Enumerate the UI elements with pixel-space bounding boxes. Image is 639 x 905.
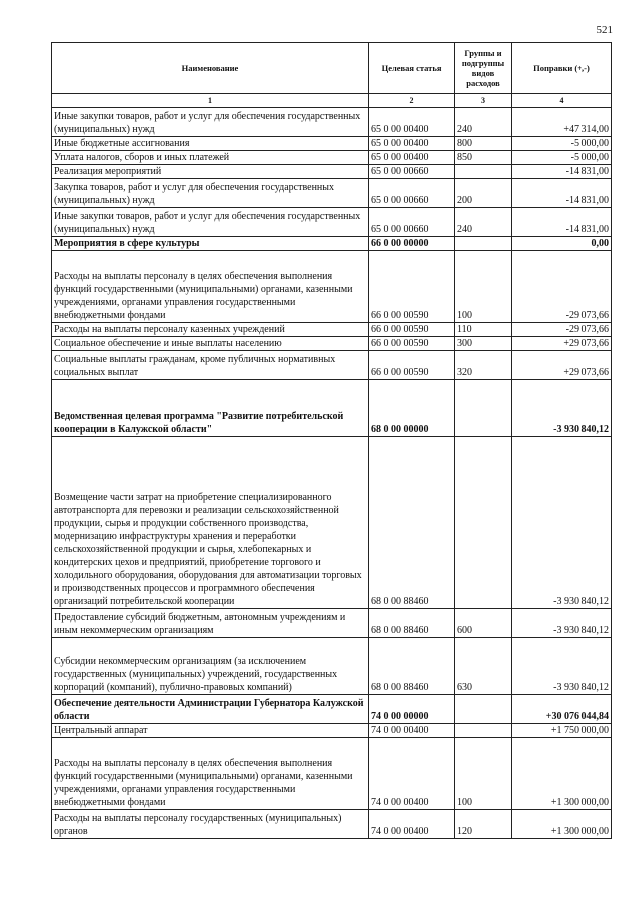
row-expense-group: 630 <box>455 638 512 695</box>
row-name: Расходы на выплаты персоналу в целях обеспечения выполнения функций государственными (муниципальными) органами, казенными учреждениями, органами управления государственными внебюджетными фондами <box>52 251 369 323</box>
table-row <box>52 108 612 137</box>
header-expense-groups: Группы и подгруппы видов расходов <box>455 43 512 94</box>
row-name: Центральный аппарат <box>52 724 369 738</box>
row-name: Социальные выплаты гражданам, кроме публичных нормативных социальных выплат <box>52 351 369 380</box>
column-number-row <box>52 94 612 108</box>
row-name: Уплата налогов, сборов и иных платежей <box>52 151 369 165</box>
row-expense-group: 600 <box>455 609 512 638</box>
table-row <box>52 351 612 380</box>
row-target-code: 66 0 00 00590 <box>369 251 455 323</box>
row-amount: -5 000,00 <box>512 151 612 165</box>
table-row <box>52 237 612 251</box>
row-amount: -5 000,00 <box>512 137 612 151</box>
row-amount: -29 073,66 <box>512 323 612 337</box>
header-name: Наименование <box>52 43 369 94</box>
header-target-article: Целевая статья <box>369 43 455 94</box>
row-amount: -3 930 840,12 <box>512 437 612 609</box>
row-expense-group: 200 <box>455 179 512 208</box>
row-expense-group: 300 <box>455 337 512 351</box>
row-target-code: 66 0 00 00590 <box>369 337 455 351</box>
row-name: Иные закупки товаров, работ и услуг для обеспечения государственных (муниципальных) нужд <box>52 108 369 137</box>
row-target-code: 74 0 00 00400 <box>369 724 455 738</box>
table-row <box>52 179 612 208</box>
row-target-code: 66 0 00 00590 <box>369 323 455 337</box>
row-name: Субсидии некоммерческим организациям (за исключением государственных (муниципальных) учреждений, государственных корпораций (компаний), публично-правовых компаний) <box>52 638 369 695</box>
row-amount: -3 930 840,12 <box>512 638 612 695</box>
column-number: 3 <box>455 94 512 108</box>
row-expense-group: 240 <box>455 108 512 137</box>
table-row <box>52 165 612 179</box>
row-expense-group: 100 <box>455 251 512 323</box>
row-target-code: 68 0 00 88460 <box>369 609 455 638</box>
table-row <box>52 323 612 337</box>
table-row <box>52 738 612 810</box>
table-row <box>52 151 612 165</box>
row-name: Расходы на выплаты персоналу в целях обеспечения выполнения функций государственными (муниципальными) органами, казенными учреждениями, органами управления государственными внебюджетными фондами <box>52 738 369 810</box>
table-row <box>52 337 612 351</box>
table-row <box>52 724 612 738</box>
row-amount: -14 831,00 <box>512 165 612 179</box>
column-number: 4 <box>512 94 612 108</box>
row-name: Возмещение части затрат на приобретение специализированного автотранспорта для перевозки и реализации сельскохозяйственной продукции, сырья и продукции собственного производства, модернизацию инфраструктуры хранения и переработки сельскохозяйственной продукции и сырья, хлебопекарных и кондитерских цехов и предприятий, приобретение торгового и холодильного оборудования, оборудования для автоматизации торговых и производственных процессов и программного обеспечения организаций потребительской кооперации <box>52 437 369 609</box>
budget-amendments-table <box>51 42 612 839</box>
row-target-code: 68 0 00 88460 <box>369 638 455 695</box>
row-name: Закупка товаров, работ и услуг для обеспечения государственных (муниципальных) нужд <box>52 179 369 208</box>
table-row <box>52 695 612 724</box>
table-row <box>52 810 612 839</box>
table-row <box>52 380 612 437</box>
row-expense-group: 850 <box>455 151 512 165</box>
row-expense-group <box>455 165 512 179</box>
row-target-code: 66 0 00 00590 <box>369 351 455 380</box>
row-target-code: 65 0 00 00400 <box>369 108 455 137</box>
table-row <box>52 609 612 638</box>
row-amount: -3 930 840,12 <box>512 609 612 638</box>
row-target-code: 74 0 00 00000 <box>369 695 455 724</box>
row-expense-group: 120 <box>455 810 512 839</box>
row-expense-group <box>455 237 512 251</box>
row-name: Расходы на выплаты персоналу казенных учреждений <box>52 323 369 337</box>
row-expense-group: 800 <box>455 137 512 151</box>
row-expense-group: 110 <box>455 323 512 337</box>
row-amount: -29 073,66 <box>512 251 612 323</box>
row-name: Социальное обеспечение и иные выплаты населению <box>52 337 369 351</box>
table-header-row <box>52 43 612 94</box>
row-amount: -14 831,00 <box>512 208 612 237</box>
row-name: Реализация мероприятий <box>52 165 369 179</box>
row-target-code: 65 0 00 00400 <box>369 151 455 165</box>
row-expense-group: 320 <box>455 351 512 380</box>
column-number: 2 <box>369 94 455 108</box>
row-target-code: 68 0 00 88460 <box>369 437 455 609</box>
table-row <box>52 208 612 237</box>
row-expense-group <box>455 380 512 437</box>
row-amount: +1 750 000,00 <box>512 724 612 738</box>
row-expense-group <box>455 724 512 738</box>
row-name: Обеспечение деятельности Администрации Губернатора Калужской области <box>52 695 369 724</box>
row-target-code: 74 0 00 00400 <box>369 810 455 839</box>
row-target-code: 65 0 00 00660 <box>369 208 455 237</box>
row-amount: -3 930 840,12 <box>512 380 612 437</box>
row-amount: +29 073,66 <box>512 351 612 380</box>
row-amount: +1 300 000,00 <box>512 810 612 839</box>
row-name: Иные бюджетные ассигнования <box>52 137 369 151</box>
row-amount: 0,00 <box>512 237 612 251</box>
row-amount: +1 300 000,00 <box>512 738 612 810</box>
table-row <box>52 638 612 695</box>
row-target-code: 65 0 00 00400 <box>369 137 455 151</box>
row-target-code: 65 0 00 00660 <box>369 165 455 179</box>
row-amount: -14 831,00 <box>512 179 612 208</box>
row-name: Расходы на выплаты персоналу государственных (муниципальных) органов <box>52 810 369 839</box>
row-amount: +29 073,66 <box>512 337 612 351</box>
row-amount: +47 314,00 <box>512 108 612 137</box>
column-number: 1 <box>52 94 369 108</box>
row-name: Предоставление субсидий бюджетным, автономным учреждениям и иным некоммерческим организациям <box>52 609 369 638</box>
table-row <box>52 251 612 323</box>
row-name: Мероприятия в сфере культуры <box>52 237 369 251</box>
row-expense-group: 100 <box>455 738 512 810</box>
row-expense-group <box>455 695 512 724</box>
row-expense-group <box>455 437 512 609</box>
row-target-code: 65 0 00 00660 <box>369 179 455 208</box>
row-name: Иные закупки товаров, работ и услуг для обеспечения государственных (муниципальных) нужд <box>52 208 369 237</box>
table-row <box>52 437 612 609</box>
row-name: Ведомственная целевая программа "Развитие потребительской кооперации в Калужской области" <box>52 380 369 437</box>
header-amendments: Поправки (+,-) <box>512 43 612 94</box>
table-row <box>52 137 612 151</box>
row-amount: +30 076 044,84 <box>512 695 612 724</box>
row-target-code: 66 0 00 00000 <box>369 237 455 251</box>
row-target-code: 68 0 00 00000 <box>369 380 455 437</box>
row-target-code: 74 0 00 00400 <box>369 738 455 810</box>
page-number: 521 <box>596 24 613 36</box>
row-expense-group: 240 <box>455 208 512 237</box>
